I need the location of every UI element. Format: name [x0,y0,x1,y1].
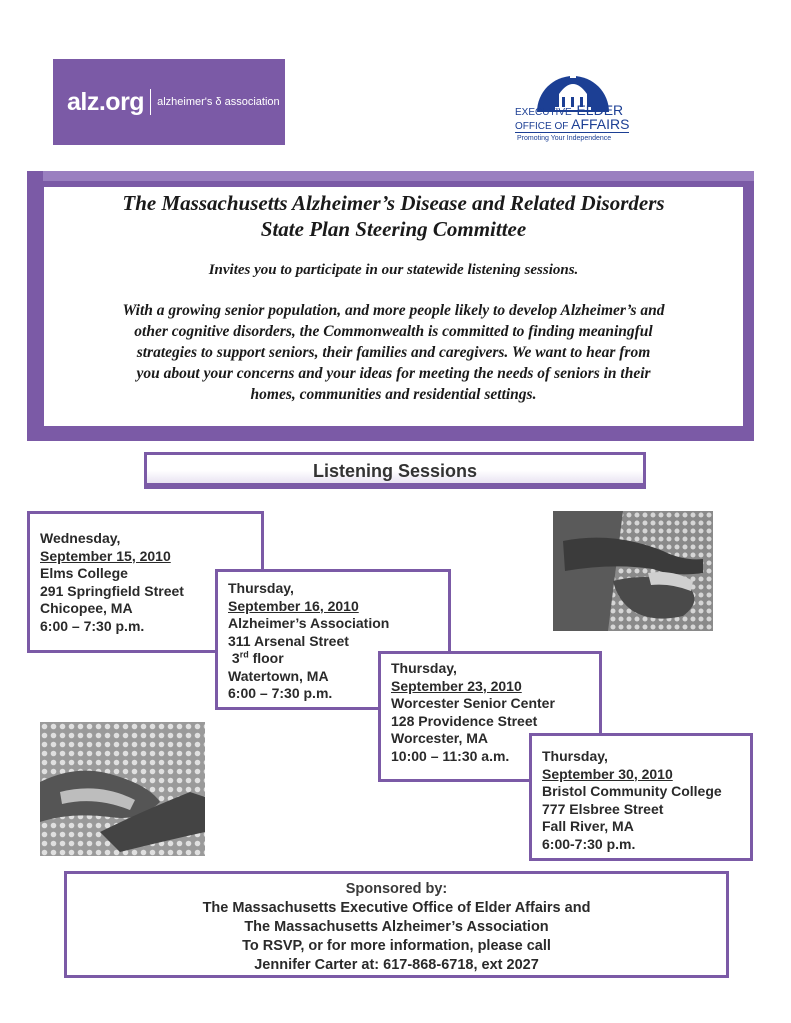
invitation-body-line: With a growing senior population, and more people likely to develop Alzheimer’s and [122,302,665,319]
elder-logo-affairs: AFFAIRS [571,116,630,132]
invitation-title [44,190,743,242]
elder-logo-rule [515,132,629,133]
invitation-text [44,190,743,405]
session-venue: Alzheimer’s Association [228,615,390,631]
session-day: Thursday, [228,580,294,596]
invitation-frame-bevel [43,171,754,181]
alz-logo-sub: alzheimer's δ association [157,96,280,108]
session-day: Wednesday, [40,530,121,546]
session-floor-word: floor [252,650,284,666]
session-street: 311 Arsenal Street [228,632,349,649]
elder-logo-tagline: Promoting Your Independence [517,135,612,142]
invitation-body-line: other cognitive disorders, the Commonwealth is committed to finding meaningful [134,323,653,340]
elder-affairs-logo [505,52,635,148]
session-city: Worcester, MA [391,730,488,746]
session-time: 6:00 – 7:30 p.m. [228,685,333,701]
invitation-title-line: The Massachusetts Alzheimer’s Disease and Related Disorders [122,191,665,215]
session-date: September 30, 2010 [542,765,673,782]
session-day: Thursday, [391,660,457,676]
session-date: September 16, 2010 [228,597,359,614]
alz-logo-separator [150,89,151,115]
session-card [529,733,753,861]
invitation-body [44,300,743,405]
session-street: 128 Providence Street [391,712,538,729]
invitation-body-line: homes, communities and residential settings. [250,386,537,403]
session-time: 6:00 – 7:30 p.m. [40,617,145,634]
invitation-body-line: strategies to support seniors, their families and caregivers. We want to hear from [136,344,651,361]
listening-sessions-banner [144,452,646,489]
alz-logo-main: alz.org [67,87,145,116]
session-time: 6:00-7:30 p.m. [542,835,636,852]
invitation-title-line: State Plan Steering Committee [260,217,527,241]
session-venue: Elms College [40,565,128,581]
session-floor-suffix: rd [239,649,249,660]
holding-hands-photo [553,511,713,631]
session-city: Chicopee, MA [40,600,133,616]
elderly-hands-photo [40,722,205,856]
session-street: 777 Elsbree Street [542,800,664,817]
session-time: 10:00 – 11:30 a.m. [391,747,510,764]
sponsor-box [64,871,729,978]
session-date: September 15, 2010 [40,547,171,564]
session-street: 291 Springfield Street [40,582,184,599]
invitation-intro: Invites you to participate in our statewide listening sessions. [208,262,579,278]
sponsor-heading: Sponsored by: [345,881,448,897]
session-venue: Bristol Community College [542,783,722,799]
session-date: September 23, 2010 [391,677,522,694]
alz-logo [53,59,285,145]
invitation-body-line: you about your concerns and your ideas for meeting the needs of seniors in their [136,365,651,382]
session-venue: Worcester Senior Center [391,695,555,711]
session-city: Watertown, MA [228,667,329,684]
elder-logo-office-of: OFFICE OF [515,121,569,132]
session-city: Fall River, MA [542,818,634,834]
rsvp-line: To RSVP, or for more information, please call [242,938,551,954]
sponsor-line: The Massachusetts Executive Office of Elder Affairs and [202,900,591,916]
session-floor-number: 3 [231,650,240,666]
listening-sessions-heading: Listening Sessions [147,455,643,483]
contact-line: Jennifer Carter at: 617-868-6718, ext 2027 [254,957,539,973]
session-day: Thursday, [542,748,608,764]
elder-logo-elder: ELDER [576,102,624,118]
elder-logo-executive: EXECUTIVE [515,107,572,118]
sponsor-line: The Massachusetts Alzheimer’s Association [244,919,549,935]
